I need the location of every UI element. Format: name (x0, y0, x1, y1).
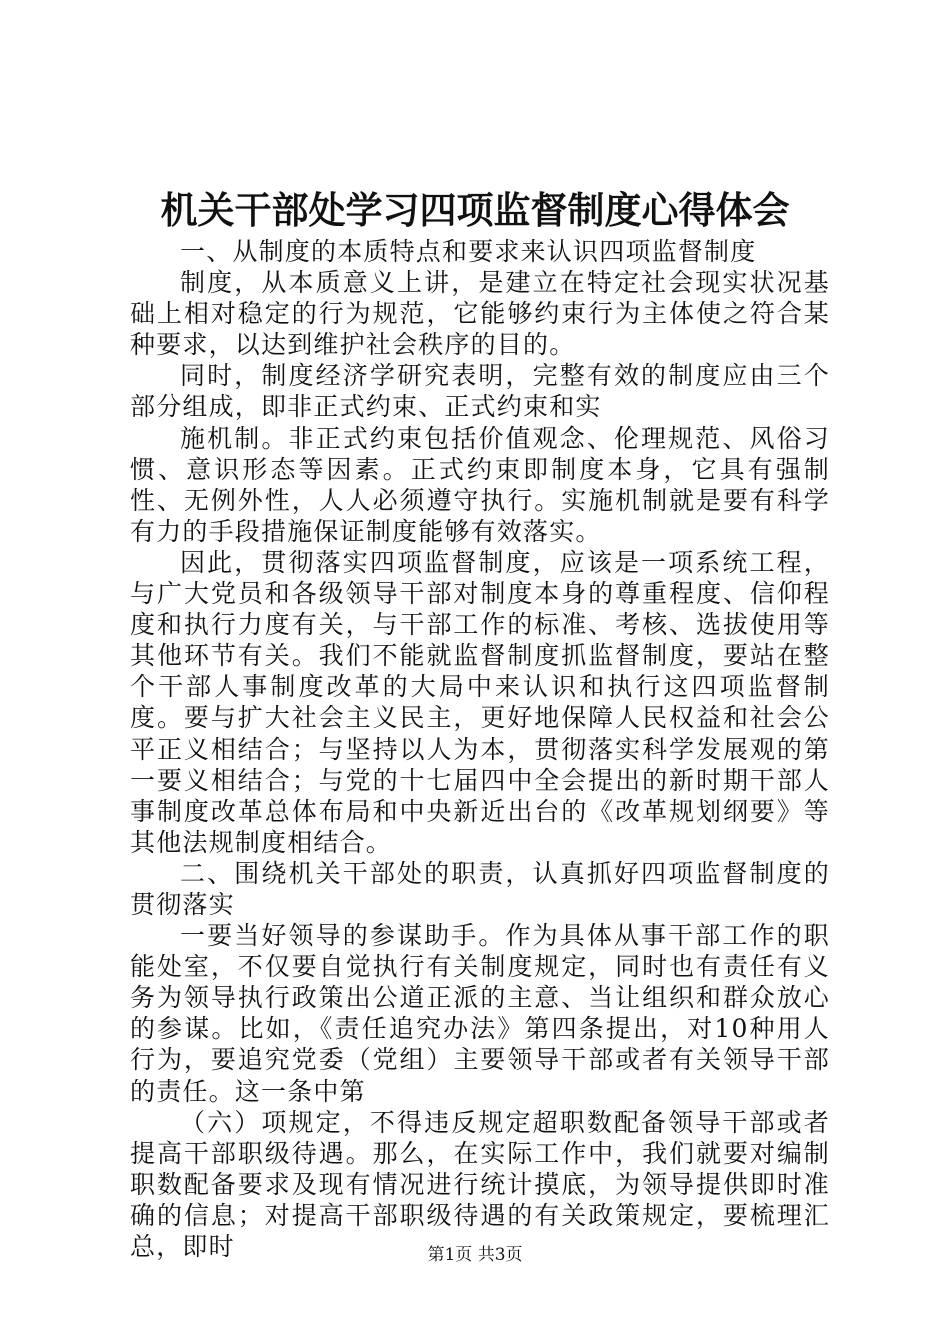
section-heading-1: 一、从制度的本质特点和要求来认识四项监督制度 (180, 237, 757, 266)
page-footer: 第1页 共3页 (427, 1245, 523, 1265)
paragraph: 同时，制度经济学研究表明，完整有效的制度应由三个部分组成，即非正式约束、正式约束和实 (130, 361, 830, 422)
paragraph: 一要当好领导的参谋助手。作为具体从事干部工作的职能处室，不仅要自觉执行有关制度规定，同时也有责任有义务为领导执行政策出公道正派的主意、当让组织和群众放心的参谋。比如，《责任追究办法》第四条提出，对10种用人行为，要追究党委（党组）主要领导干部或者有关领导干部的责任。这一条中第 (130, 921, 830, 1106)
paragraph: 因此，贯彻落实四项监督制度，应该是一项系统工程，与广大党员和各级领导干部对制度本身的尊重程度、信仰程度和执行力度有关，与干部工作的标准、考核、选拔使用等其他环节有关。我们不能就监督制度抓监督制度，要站在整个干部人事制度改革的大局中来认识和执行这四项监督制度。要与扩大社会主义民主，更好地保障人民权益和社会公平正义相结合；与坚持以人为本，贯彻落实科学发展观的第一要义相结合；与党的十七届四中全会提出的新时期干部人事制度改革总体布局和中央新近出台的《改革规划纲要》等其他法规制度相结合。 (130, 547, 830, 857)
paragraph: （六）项规定，不得违反规定超职数配备领导干部或者提高干部职级待遇。那么，在实际工作中，我们就要对编制职数配备要求及现有情况进行统计摸底，为领导提供即时准确的信息；对提高干部职级待遇的有关政策规定，要梳理汇总，即时 (130, 1107, 830, 1261)
paragraph: 施机制。非正式约束包括价值观念、伦理规范、风俗习惯、意识形态等因素。正式约束即制度本身，它具有强制性、无例外性，人人必须遵守执行。实施机制就是要有科学有力的手段措施保证制度能够有效落实。 (130, 423, 830, 546)
document-body (130, 236, 830, 1262)
document-title: 机关干部处学习四项监督制度心得体会 (160, 188, 790, 232)
paragraph: 制度，从本质意义上讲，是建立在特定社会现实状况基础上相对稳定的行为规范，它能够约束行为主体使之符合某种要求，以达到维护社会秩序的目的。 (130, 268, 830, 360)
section-heading-2: 二、围绕机关干部处的职责，认真抓好四项监督制度的贯彻落实 (130, 858, 830, 919)
